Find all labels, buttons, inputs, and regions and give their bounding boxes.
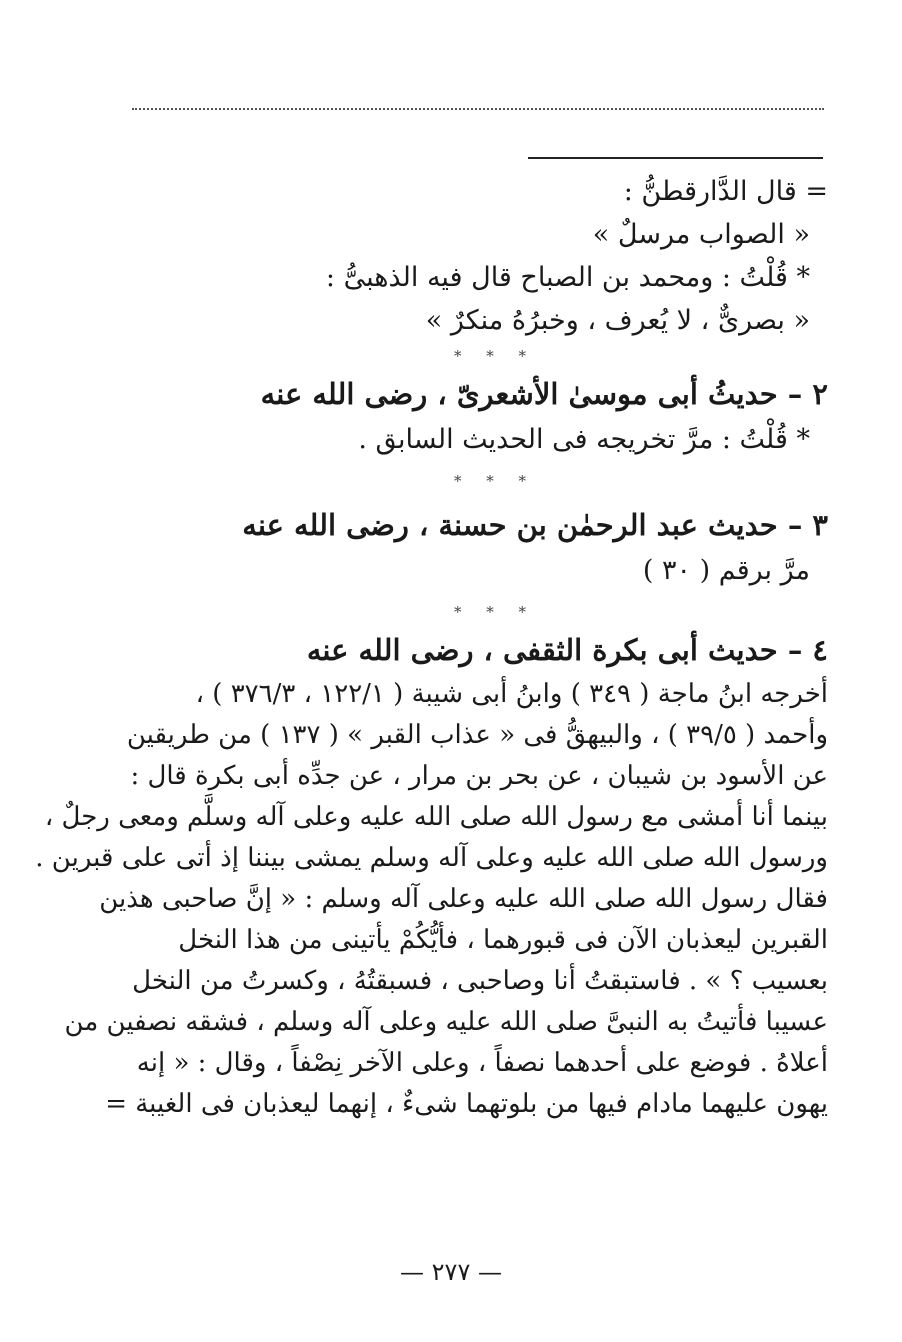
page-content (35, 170, 828, 1125)
section-separator: * * * (453, 472, 537, 490)
section-body: * قُلْتُ : مرَّ تخريجه فى الحديث السابق . (358, 424, 810, 455)
page-number: — ٢٧٧ — (400, 1258, 502, 1286)
section-heading: ٤ – حديث أبى بكرة الثقفى ، رضى الله عنه (306, 633, 828, 667)
hadith-section-4 (35, 626, 828, 1125)
paragraph-line: وأحمد ( ٣٩/٥ ) ، والبيهقُّ فى « عذاب القبر » ( ١٣٧ ) من طريقين (126, 720, 828, 750)
paragraph-line: يهون عليهما مادام فيها من بلوتهما شىءٌ ، إنهما ليعذبان فى الغيبة = (105, 1089, 828, 1119)
paragraph-line: بعسيب ؟ » . فاستبقتُ أنا وصاحبى ، فسبقتُهُ ، وكسرتُ من النخل (132, 966, 828, 996)
paragraph-line: فقال رسول الله صلى الله عليه وعلى آله وسلم : « إنَّ صاحبى هذين (99, 884, 828, 914)
footnote-block (122, 170, 828, 342)
footnote-line: = قال الدَّارقطنُّ : (623, 176, 828, 207)
footnote-line: « بصرىٌّ ، لا يُعرف ، وخبرُهُ منكرٌ » (425, 305, 810, 336)
footnote-line: « الصواب مرسلٌ » (592, 219, 810, 250)
paragraph-line: ورسول الله صلى الله عليه وعلى آله وسلم يمشى بيننا إذ أتى على قبرين . (35, 843, 828, 873)
section-separator: * * * (453, 347, 537, 365)
footnote-rule (528, 157, 823, 159)
paragraph-line: القبرين ليعذبان الآن فى قبورهما ، فأيُّكُمْ يأتينى من هذا النخل (178, 925, 828, 955)
section-separator: * * * (453, 603, 537, 621)
body-paragraph (35, 674, 828, 1125)
footnote-line: * قُلْتُ : ومحمد بن الصباح قال فيه الذهبىُّ : (325, 262, 810, 293)
paragraph-line: أعلاهُ . فوضع على أحدهما نصفاً ، وعلى الآخر نِصْفاً ، وقال : « إنه (136, 1048, 828, 1078)
section-heading: ٢ – حديثُ أبى موسىٰ الأشعرىّ ، رضى الله عنه (260, 377, 828, 411)
section-heading: ٣ – حديث عبد الرحمٰن بن حسنة ، رضى الله عنه (242, 508, 828, 542)
paragraph-line: عن الأسود بن شيبان ، عن بحر بن مرار ، عن جدِّه أبى بكرة قال : (130, 761, 828, 791)
header-dotted-rule (132, 108, 824, 110)
paragraph-line: أخرجه ابنُ ماجة ( ٣٤٩ ) وابنُ أبى شيبة ( ١٢٢/١ ، ٣٧٦/٣ ) ، (195, 679, 828, 709)
hadith-section-3 (122, 501, 828, 592)
hadith-section-2 (122, 370, 828, 461)
paragraph-line: بينما أنا أمشى مع رسول الله صلى الله عليه وعلى آله وسلَّم ومعى رجلٌ ، (44, 802, 828, 832)
section-body: مرَّ برقم ( ٣٠ ) (642, 555, 810, 586)
paragraph-line: عسيبا فأتيتُ به النبىَّ صلى الله عليه وعلى آله وسلم ، فشقه نصفين من (64, 1007, 828, 1037)
